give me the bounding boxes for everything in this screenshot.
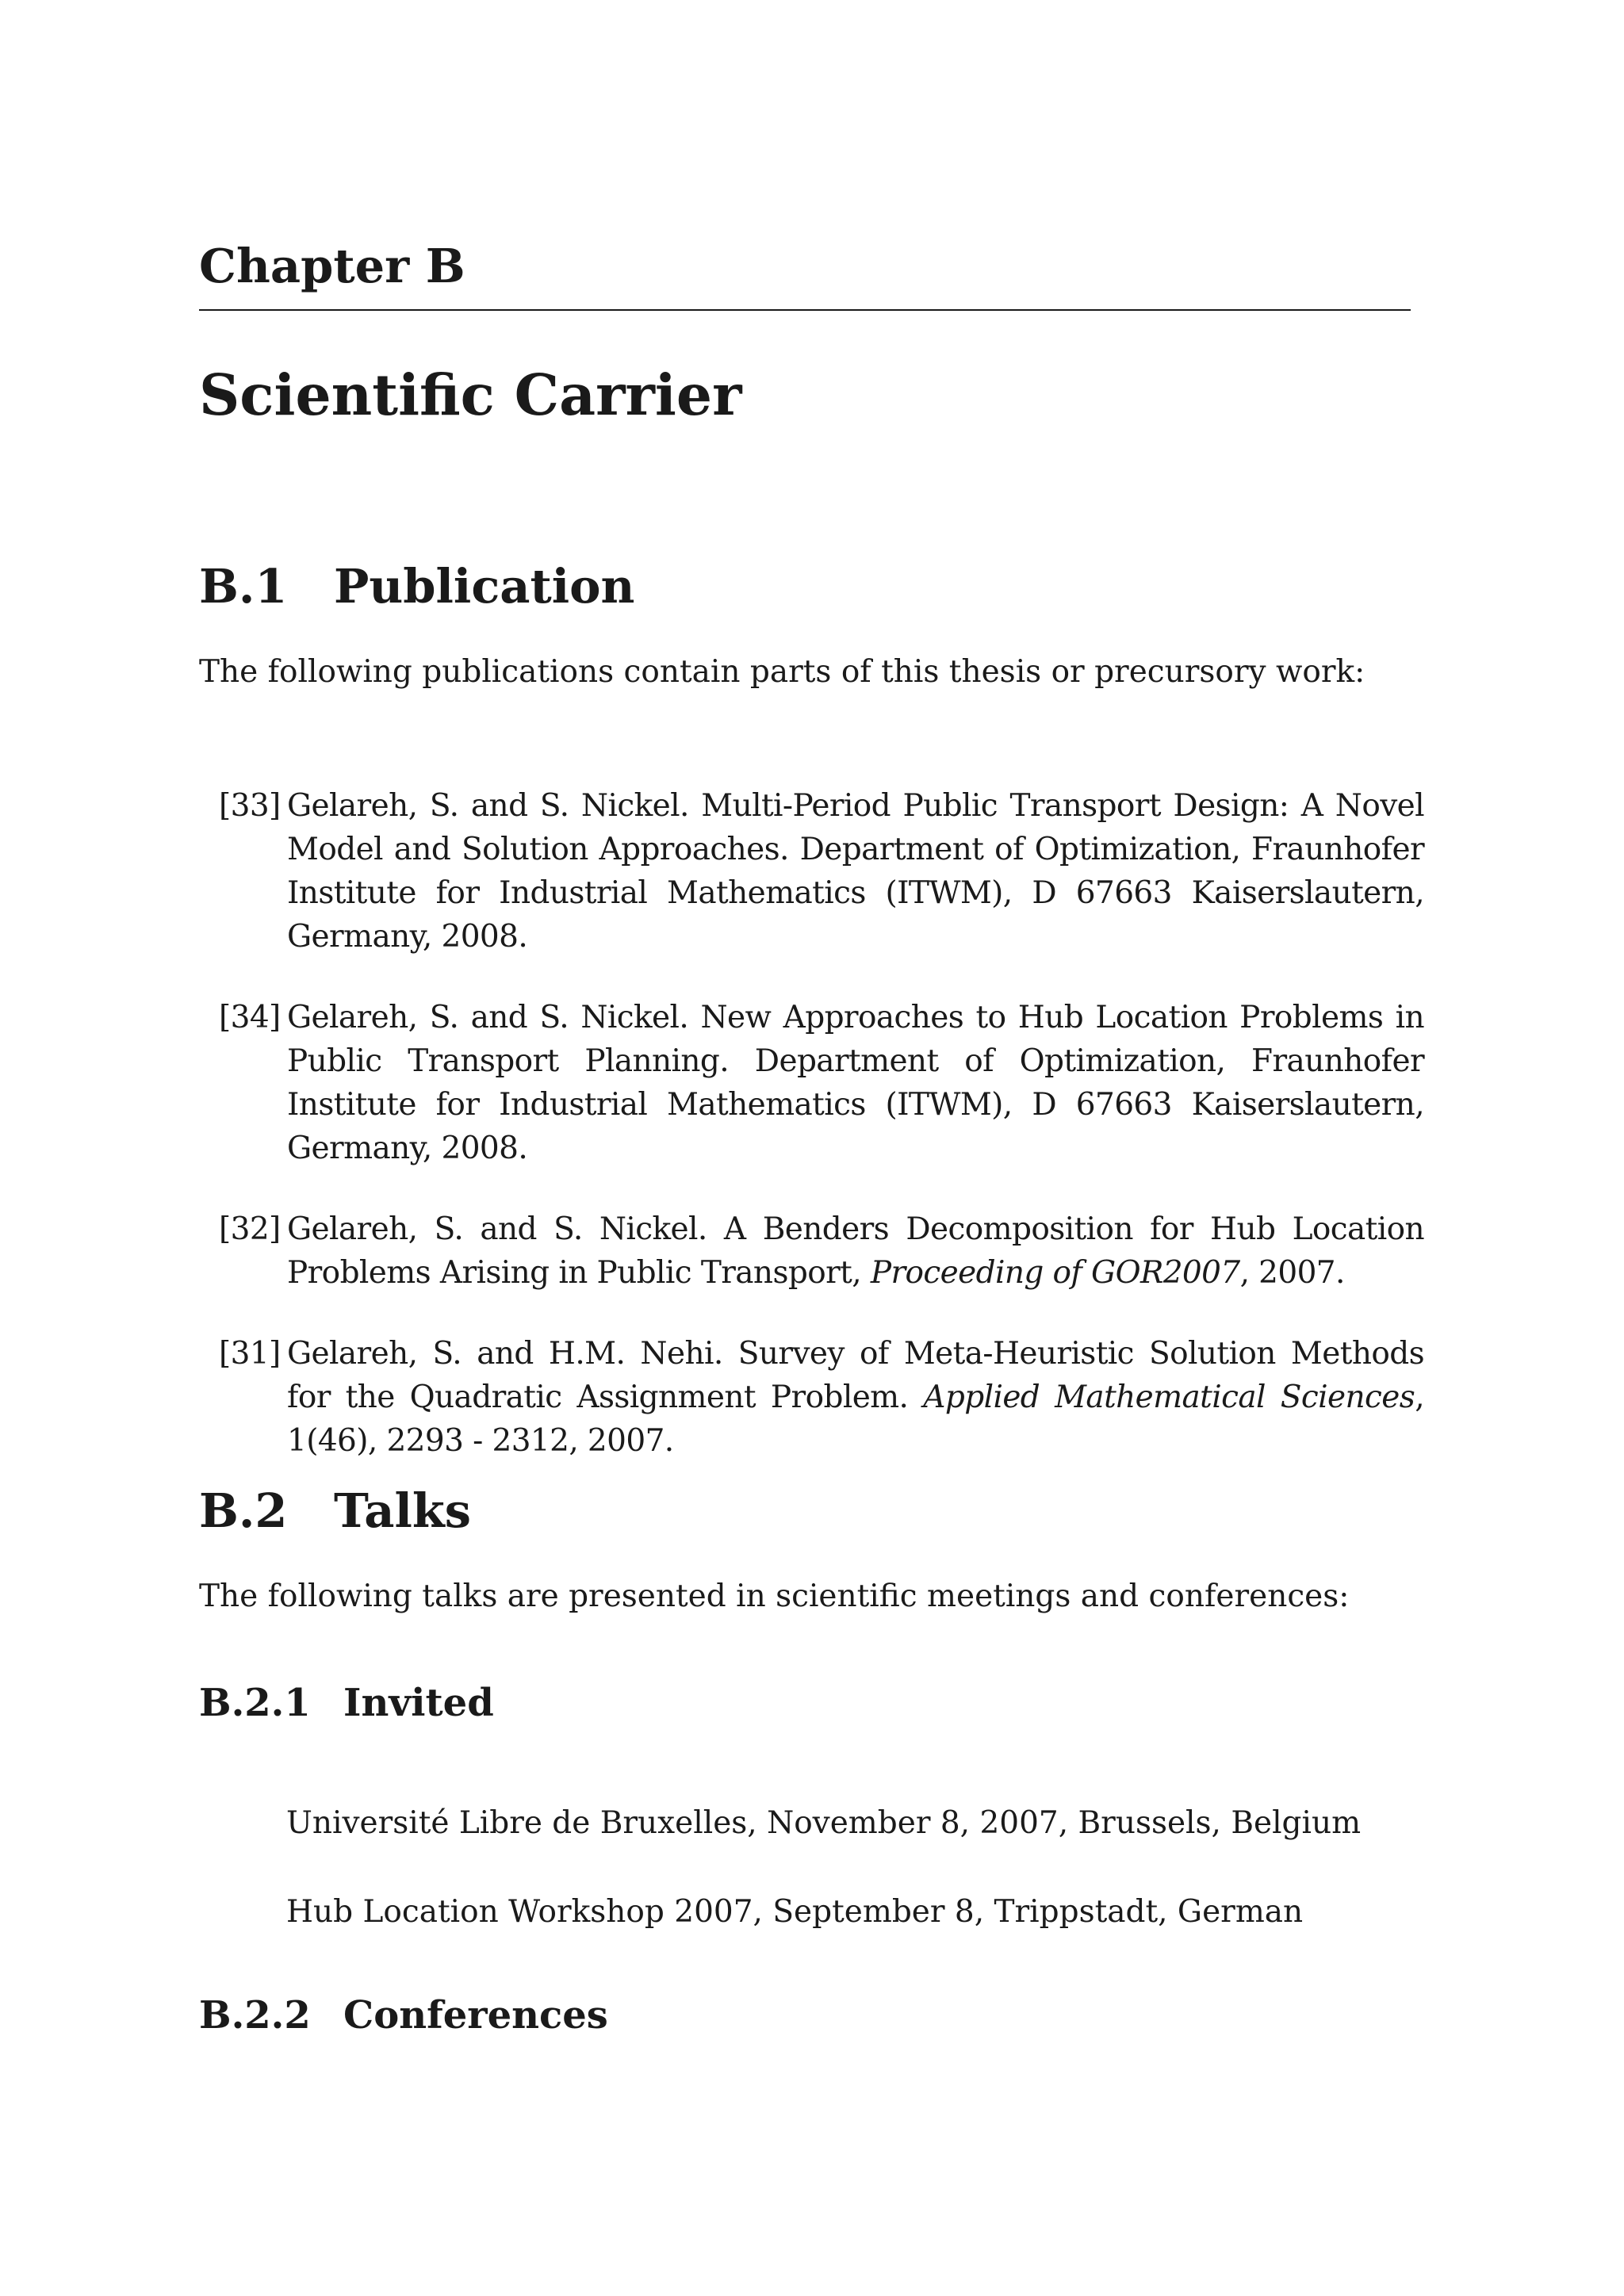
bibliography-list [219, 784, 1424, 1500]
section-heading-publication [199, 559, 635, 614]
chapter-rule [199, 309, 1411, 311]
entry-venue: Proceeding of GOR2007 [870, 1255, 1240, 1291]
invited-talk-item: Hub Location Workshop 2007, September 8, Trippstadt, German [286, 1894, 1304, 1930]
subsection-heading-invited [199, 1681, 494, 1725]
section-number: B.2 [199, 1483, 288, 1538]
chapter-label: Chapter B [199, 239, 465, 293]
entry-text: Gelareh, S. and S. Nickel. A Benders Decomposition for Hub Location Problems Arising in Public Transport, [287, 1211, 1424, 1291]
subsection-title: Conferences [343, 1993, 608, 2038]
talks-intro: The following talks are presented in scientific meetings and conferences: [199, 1578, 1350, 1614]
chapter-title: Scientific Carrier [199, 362, 742, 428]
subsection-heading-conferences [199, 1993, 608, 2038]
citation-key: [34] [219, 1000, 281, 1035]
bibliography-entry [219, 1207, 1424, 1295]
bibliography-entry [219, 784, 1424, 959]
citation-key: [31] [219, 1336, 281, 1372]
bibliography-entry [219, 996, 1424, 1170]
entry-text: Gelareh, S. and S. Nickel. New Approaches to Hub Location Problems in Public Transport Planning. Department of Optimization, Fraunhofer Institute for Industrial Mathematics (ITWM), D 67663 Kaiserslautern, Germany, 2008. [287, 1000, 1424, 1166]
bibliography-entry [219, 1332, 1424, 1463]
section-title: Talks [334, 1483, 471, 1538]
citation-key: [33] [219, 788, 281, 824]
subsection-number: B.2.2 [199, 1993, 311, 2038]
entry-text: Gelareh, S. and H.M. Nehi. Survey of Meta-Heuristic Solution Methods for the Quadratic Assignment Problem. [287, 1336, 1424, 1415]
section-number: B.1 [199, 559, 288, 614]
invited-talk-item: Université Libre de Bruxelles, November 8, 2007, Brussels, Belgium [286, 1805, 1362, 1841]
entry-text-end: , 1(46), 2293 - 2312, 2007. [287, 1380, 1424, 1459]
section-heading-talks [199, 1483, 471, 1538]
entry-venue: Applied Mathematical Sciences [923, 1380, 1415, 1415]
entry-text-end: , 2007. [1239, 1255, 1345, 1291]
subsection-title: Invited [343, 1681, 494, 1725]
section-title: Publication [334, 559, 635, 614]
publication-intro: The following publications contain parts of this thesis or precursory work: [199, 654, 1365, 690]
citation-key: [32] [219, 1211, 281, 1247]
entry-text: Gelareh, S. and S. Nickel. Multi-Period Public Transport Design: A Novel Model and Solution Approaches. Department of Optimization, Fraunhofer Institute for Industrial Mathematics (ITWM), D 67663 Kaiserslautern, Germany, 2008. [287, 788, 1424, 955]
subsection-number: B.2.1 [199, 1681, 311, 1725]
